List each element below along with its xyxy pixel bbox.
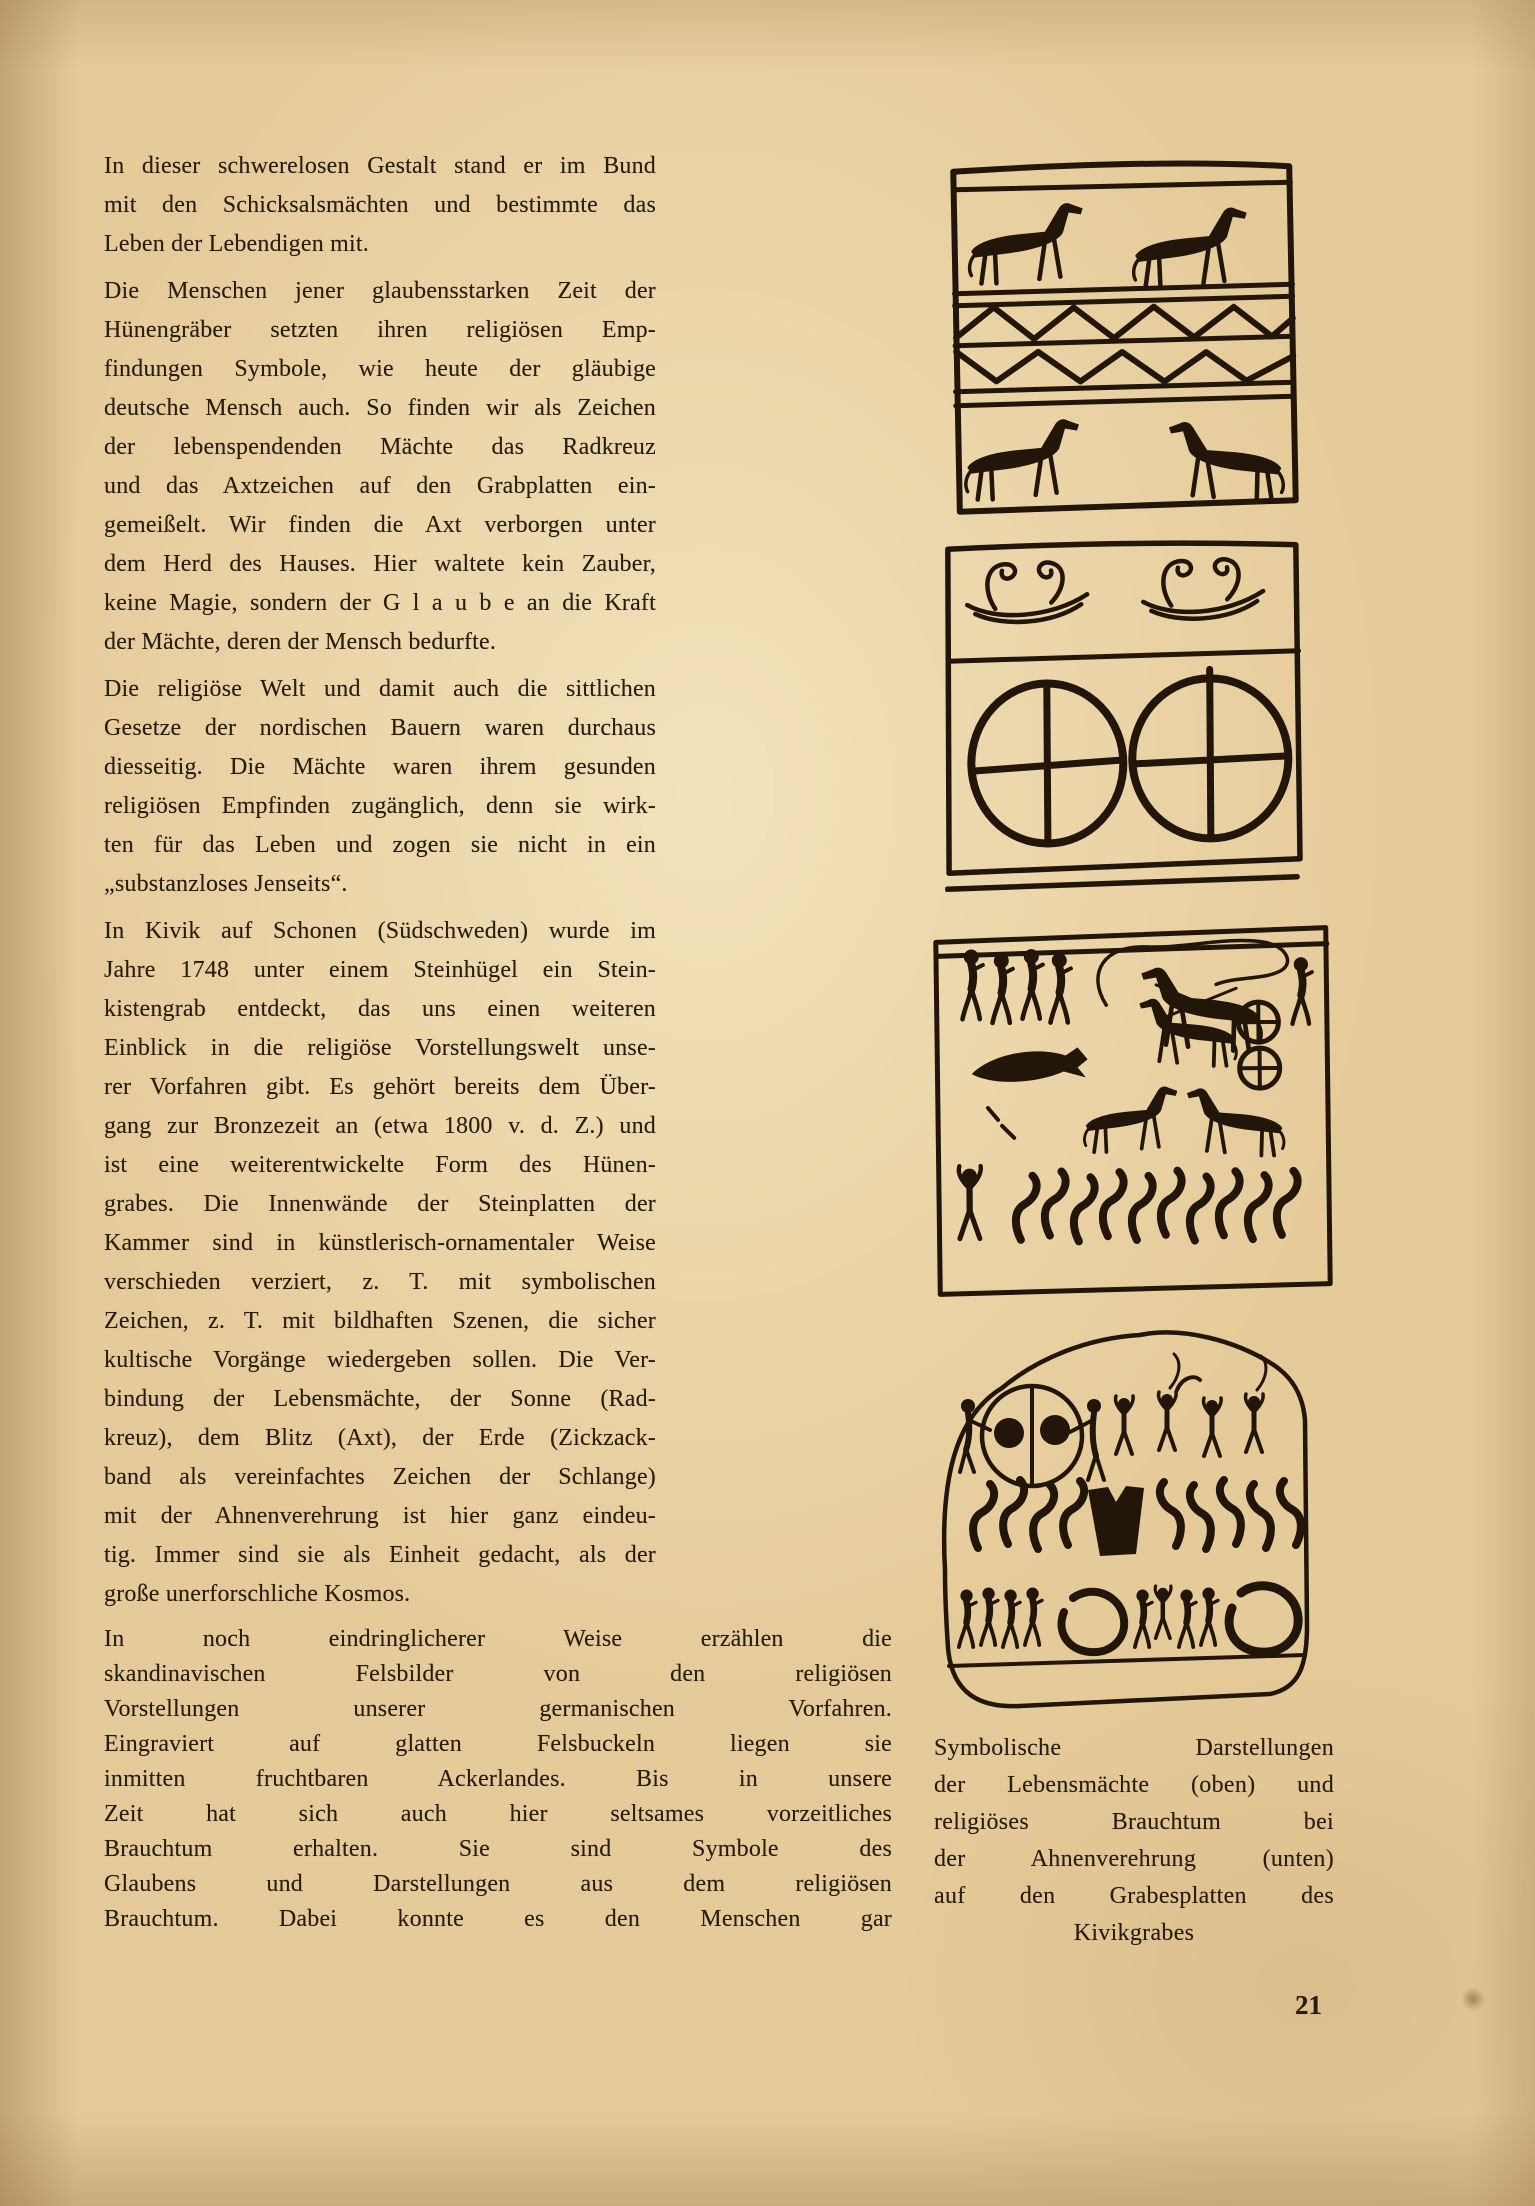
text-line: gang zur Bronzezeit an (etwa 1800 v. d. Z.) und — [104, 1113, 656, 1139]
text-line: auf den Grabesplatten des — [934, 1883, 1334, 1909]
text-line: Brauchtum. Dabei konnte es den Menschen gar — [104, 1906, 892, 1932]
text-line: Symbolische Darstellungen — [934, 1735, 1334, 1761]
text-line: keine Magie, sondern der G l a u b e an die Kraft — [104, 590, 656, 616]
paragraph — [104, 147, 656, 264]
text-line: Kammer sind in künstlerisch-ornamentaler Weise — [104, 1230, 656, 1256]
text-line: ist eine weiterentwickelte Form des Hünen- — [104, 1152, 656, 1178]
text-line: große unerforschliche Kosmos. — [104, 1581, 411, 1607]
text-line: Zeichen, z. T. mit bildhaften Szenen, die sicher — [104, 1308, 656, 1334]
text-line: gemeißelt. Wir finden die Axt verborgen unter — [104, 512, 656, 538]
text-line: Die religiöse Welt und damit auch die sittlichen — [104, 676, 656, 702]
text-line: kultische Vorgänge wiedergeben sollen. Die Ver- — [104, 1347, 656, 1373]
text-line: In noch eindringlicherer Weise erzählen die — [104, 1626, 892, 1652]
text-line: band als vereinfachtes Zeichen der Schlange) — [104, 1464, 656, 1490]
text-line: Glaubens und Darstellungen aus dem religiösen — [104, 1871, 892, 1897]
text-line: Hünengräber setzten ihren religiösen Emp- — [104, 317, 656, 343]
text-line: mit den Schicksalsmächten und bestimmte das — [104, 192, 656, 218]
text-line: der Mächte, deren der Mensch bedurfte. — [104, 629, 497, 655]
text-line: Brauchtum erhalten. Sie sind Symbole des — [104, 1836, 892, 1862]
text-line: tig. Immer sind sie als Einheit gedacht, als der — [104, 1542, 656, 1568]
text-line: Eingraviert auf glatten Felsbuckeln liegen sie — [104, 1731, 892, 1757]
text-line: mit der Ahnenverehrung ist hier ganz eindeu- — [104, 1503, 656, 1529]
omega-sign — [1229, 1586, 1298, 1652]
text-line: kreuz), dem Blitz (Axt), der Erde (Zickzack- — [104, 1425, 656, 1451]
text-line: Leben der Lebendigen mit. — [104, 231, 369, 257]
text-line: Gesetze der nordischen Bauern waren durchaus — [104, 715, 656, 741]
drum-scene — [960, 1386, 1104, 1486]
text-line: bindung der Lebensmächte, der Sonne (Rad- — [104, 1386, 656, 1412]
text-line: rer Vorfahren gibt. Es gehört bereits dem Über- — [104, 1074, 656, 1100]
text-line: Kivikgrabes — [1073, 1920, 1195, 1946]
petroglyph-panel-horses-zigzag — [946, 156, 1300, 516]
text-line: deutsche Mensch auch. So finden wir als Zeichen — [104, 395, 656, 421]
text-line: inmitten fruchtbaren Ackerlandes. Bis in unsere — [104, 1766, 892, 1792]
text-line: der Lebensmächte (oben) und — [934, 1772, 1334, 1798]
paragraph — [104, 272, 656, 662]
text-line: verschieden verziert, z. T. mit symbolischen — [104, 1269, 656, 1295]
figure-caption — [934, 1730, 1334, 1952]
text-line: Zeit hat sich auch hier seltsames vorzeitliches — [104, 1801, 892, 1827]
text-line: kistengrab entdeckt, das uns einen weiteren — [104, 996, 656, 1022]
petroglyph-panel-ritual-stone — [912, 1318, 1337, 1718]
paragraph — [104, 670, 656, 904]
text-line: grabes. Die Innenwände der Steinplatten der — [104, 1191, 656, 1217]
body-text-column-wide — [104, 1622, 892, 1937]
page-number: 21 — [1295, 1990, 1322, 2020]
text-line: religiöses Brauchtum bei — [934, 1809, 1334, 1835]
text-line: skandinavischen Felsbilder von den religiösen — [104, 1661, 892, 1687]
paragraph — [104, 912, 656, 1614]
text-line: Jahre 1748 unter einem Steinhügel ein Stein- — [104, 957, 656, 983]
text-line: dem Herd des Hauses. Hier waltete kein Zauber, — [104, 551, 656, 577]
omega-sign — [1062, 1592, 1125, 1652]
text-line: Einblick in die religiöse Vorstellungswelt unse- — [104, 1035, 656, 1061]
text-line: In Kivik auf Schonen (Südschweden) wurde im — [104, 918, 656, 944]
text-line: Vorstellungen unserer germanischen Vorfahren. — [104, 1696, 892, 1722]
petroglyph-panel-ships-wheelcrosses — [943, 537, 1303, 894]
fish — [972, 1047, 1088, 1082]
body-text-column — [104, 147, 656, 1622]
text-line: In dieser schwerelosen Gestalt stand er im Bund — [104, 153, 656, 179]
text-line: diesseitig. Die Mächte waren ihrem gesunden — [104, 754, 656, 780]
text-line: findungen Symbole, wie heute der gläubige — [104, 356, 656, 382]
vessel — [1088, 1486, 1144, 1556]
text-line: ten für das Leben und zogen sie nicht in ein — [104, 832, 656, 858]
text-line: religiösen Empfinden zugänglich, denn sie wirk- — [104, 793, 656, 819]
chariot-scene — [1098, 940, 1313, 1067]
text-line: der Ahnenverehrung (unten) — [934, 1846, 1334, 1872]
petroglyph-panel-figures-animals-snakes — [931, 924, 1334, 1299]
text-line: der lebenspendenden Mächte das Radkreuz — [104, 434, 656, 460]
text-line: Die Menschen jener glaubensstarken Zeit der — [104, 278, 656, 304]
text-line: „substanzloses Jenseits“. — [104, 871, 348, 897]
paper-stain — [1462, 1986, 1484, 2012]
text-line: und das Axtzeichen auf den Grabplatten ein- — [104, 473, 656, 499]
